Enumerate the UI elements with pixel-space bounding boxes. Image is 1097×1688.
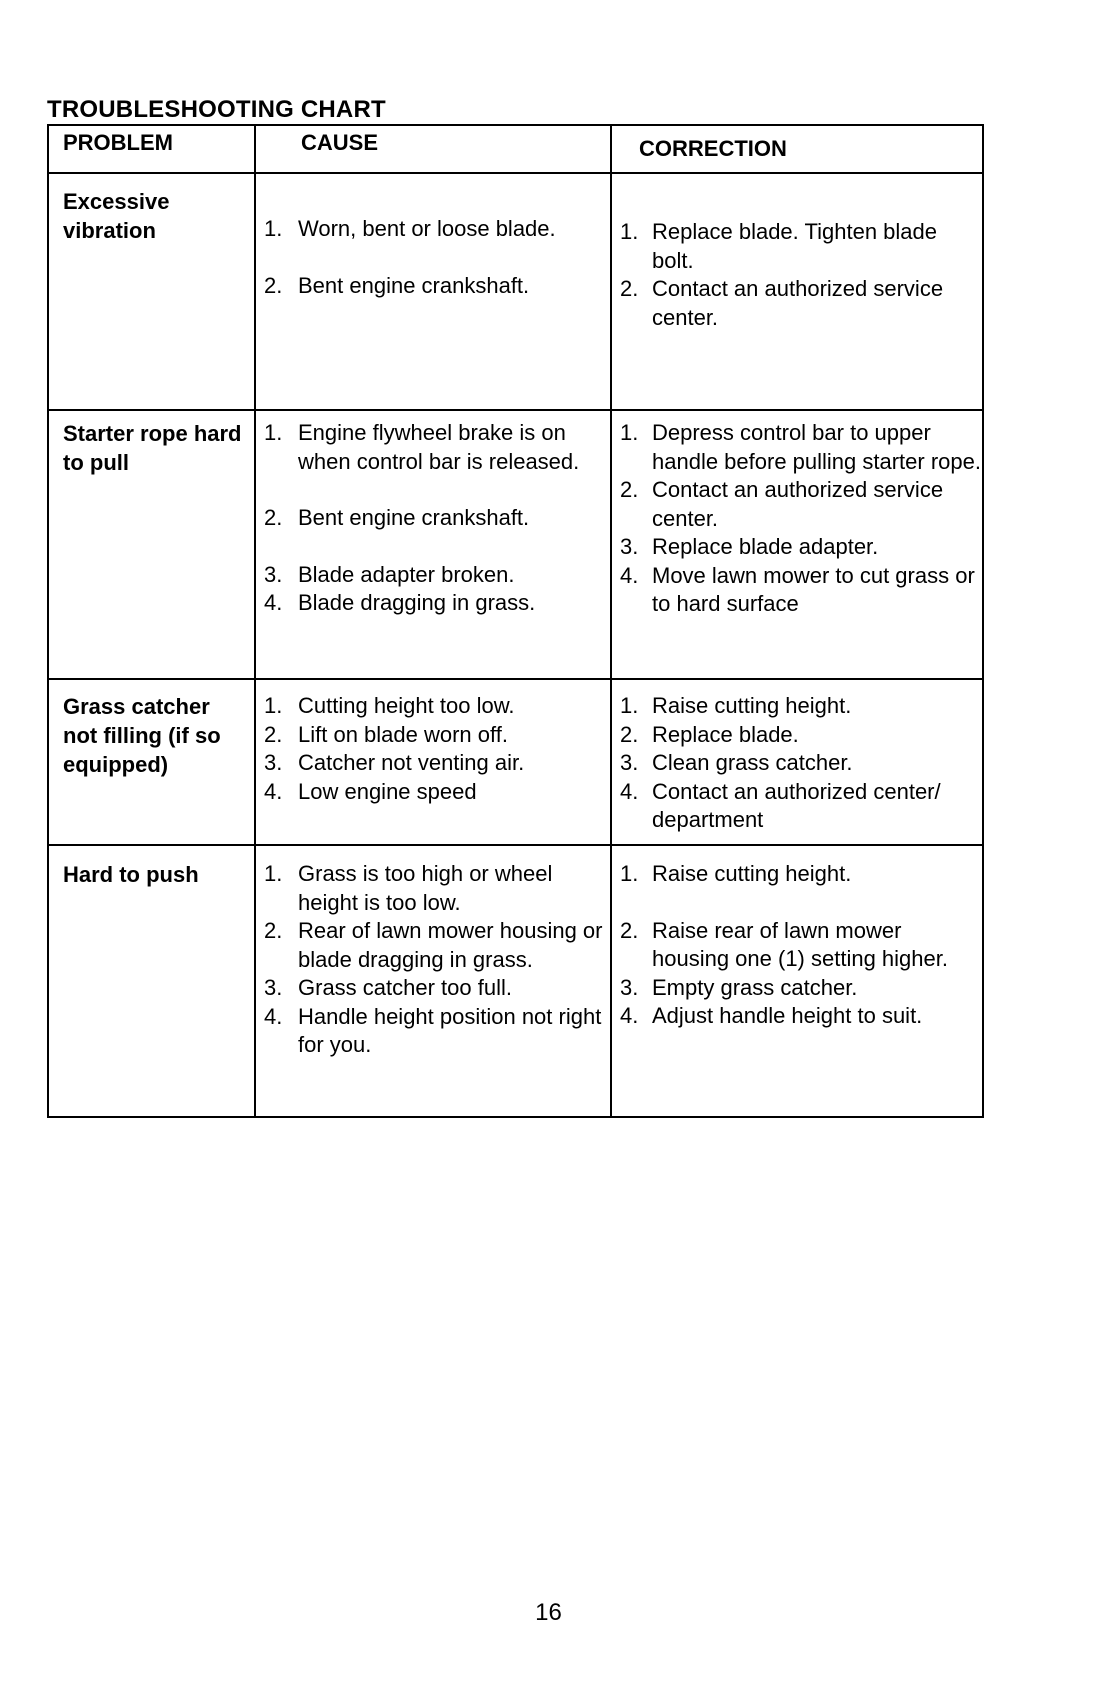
item-text: Replace blade adapter. bbox=[652, 534, 879, 559]
table-row bbox=[48, 173, 983, 410]
cause-item bbox=[256, 504, 610, 533]
item-text: Lift on blade worn off. bbox=[298, 721, 508, 747]
item-text: Bent engine crankshaft. bbox=[298, 272, 530, 298]
item-number: 1. bbox=[620, 420, 639, 445]
cause-item bbox=[256, 917, 610, 974]
cause-item bbox=[256, 749, 610, 778]
problem-cell: Grass catcher not filling (if so equipped) bbox=[48, 679, 255, 845]
table-row bbox=[48, 410, 983, 679]
item-text: Contact an authorized center/ department bbox=[652, 778, 941, 832]
spacer bbox=[256, 476, 610, 504]
item-number: 4. bbox=[264, 778, 283, 804]
cause-item bbox=[256, 692, 610, 721]
spacer bbox=[256, 533, 610, 561]
cause-item bbox=[256, 1003, 610, 1060]
item-number: 4. bbox=[264, 1003, 283, 1029]
item-number: 3. bbox=[264, 561, 283, 587]
cause-cell bbox=[255, 173, 611, 410]
item-text: Grass is too high or wheel height is too low. bbox=[298, 861, 553, 915]
correction-item bbox=[612, 533, 982, 562]
cause-cell bbox=[255, 845, 611, 1117]
table-row bbox=[48, 679, 983, 845]
item-text: Grass catcher too full. bbox=[298, 975, 512, 1000]
item-text: Catcher not venting air. bbox=[298, 750, 525, 775]
problem-cell: Hard to push bbox=[48, 845, 255, 1117]
item-number: 3. bbox=[620, 974, 639, 1000]
cause-item bbox=[256, 721, 610, 750]
correction-item bbox=[612, 974, 982, 1003]
correction-item bbox=[612, 860, 982, 889]
item-number: 3. bbox=[620, 750, 639, 775]
cause-item bbox=[256, 589, 610, 618]
item-text: Raise rear of lawn mower housing one (1) setting higher. bbox=[652, 917, 948, 971]
correction-cell bbox=[611, 845, 983, 1117]
item-number: 2. bbox=[264, 721, 283, 747]
cause-item bbox=[256, 974, 610, 1003]
cause-item bbox=[256, 272, 610, 301]
correction-item bbox=[612, 749, 982, 778]
cause-item bbox=[256, 215, 610, 244]
item-number: 2. bbox=[620, 477, 639, 502]
item-number: 2. bbox=[264, 272, 283, 298]
cause-item bbox=[256, 561, 610, 590]
item-number: 3. bbox=[620, 534, 639, 559]
correction-cell bbox=[611, 679, 983, 845]
item-number: 1. bbox=[264, 693, 283, 718]
item-text: Engine flywheel brake is on when control bar is released. bbox=[298, 420, 580, 474]
correction-item bbox=[612, 419, 982, 476]
item-text: Empty grass catcher. bbox=[652, 974, 858, 1000]
correction-cell bbox=[611, 410, 983, 679]
table-header-row bbox=[48, 125, 983, 173]
troubleshooting-table bbox=[47, 124, 984, 1118]
item-text: Rear of lawn mower housing or blade dragging in grass. bbox=[298, 918, 603, 972]
item-number: 1. bbox=[264, 216, 283, 241]
item-text: Blade dragging in grass. bbox=[298, 590, 536, 615]
item-text: Contact an authorized service center. bbox=[652, 477, 944, 531]
item-text: Cutting height too low. bbox=[298, 693, 515, 718]
correction-item bbox=[612, 692, 982, 721]
item-text: Worn, bent or loose blade. bbox=[298, 216, 556, 241]
item-text: Adjust handle height to suit. bbox=[652, 1003, 923, 1028]
correction-item bbox=[612, 917, 982, 974]
item-text: Replace blade. bbox=[652, 721, 799, 747]
header-correction: CORRECTION bbox=[611, 125, 983, 173]
item-number: 1. bbox=[264, 861, 283, 886]
correction-item bbox=[612, 562, 982, 619]
item-number: 2. bbox=[264, 918, 283, 943]
item-number: 4. bbox=[264, 590, 283, 615]
item-text: Replace blade. Tighten blade bolt. bbox=[652, 219, 937, 273]
item-number: 2. bbox=[264, 505, 283, 530]
item-text: Low engine speed bbox=[298, 778, 477, 804]
cause-item bbox=[256, 860, 610, 917]
page-title: TROUBLESHOOTING CHART bbox=[47, 96, 386, 123]
item-number: 3. bbox=[264, 975, 283, 1000]
item-number: 1. bbox=[620, 861, 639, 886]
item-number: 2. bbox=[620, 721, 639, 747]
correction-cell bbox=[611, 173, 983, 410]
item-text: Move lawn mower to cut grass or to hard surface bbox=[652, 562, 975, 616]
item-number: 2. bbox=[620, 276, 639, 301]
item-number: 2. bbox=[620, 917, 639, 943]
spacer bbox=[612, 889, 982, 917]
correction-item bbox=[612, 275, 982, 332]
item-number: 4. bbox=[620, 778, 639, 804]
cause-item bbox=[256, 778, 610, 807]
header-cause: CAUSE bbox=[255, 125, 611, 173]
page-number: 16 bbox=[535, 1599, 562, 1626]
spacer bbox=[256, 244, 610, 272]
item-text: Blade adapter broken. bbox=[298, 561, 515, 587]
item-text: Raise cutting height. bbox=[652, 861, 852, 886]
cause-cell bbox=[255, 410, 611, 679]
item-text: Handle height position not right for you. bbox=[298, 1003, 602, 1057]
item-text: Depress control bar to upper handle before pulling starter rope. bbox=[652, 420, 981, 474]
correction-item bbox=[612, 476, 982, 533]
item-number: 1. bbox=[264, 420, 283, 445]
correction-item bbox=[612, 778, 982, 835]
correction-item bbox=[612, 1002, 982, 1031]
item-number: 3. bbox=[264, 750, 283, 775]
problem-cell: Excessive vibration bbox=[48, 173, 255, 410]
item-number: 1. bbox=[620, 219, 639, 244]
item-number: 4. bbox=[620, 1003, 639, 1028]
cause-item bbox=[256, 419, 610, 476]
table-row bbox=[48, 845, 983, 1117]
correction-item bbox=[612, 218, 982, 275]
item-text: Clean grass catcher. bbox=[652, 750, 853, 775]
header-problem: PROBLEM bbox=[48, 125, 255, 173]
problem-cell: Starter rope hard to pull bbox=[48, 410, 255, 679]
correction-item bbox=[612, 721, 982, 750]
item-text: Bent engine crankshaft. bbox=[298, 505, 530, 530]
item-number: 1. bbox=[620, 693, 639, 718]
item-text: Contact an authorized service center. bbox=[652, 276, 944, 330]
cause-cell bbox=[255, 679, 611, 845]
item-text: Raise cutting height. bbox=[652, 693, 852, 718]
item-number: 4. bbox=[620, 562, 639, 588]
